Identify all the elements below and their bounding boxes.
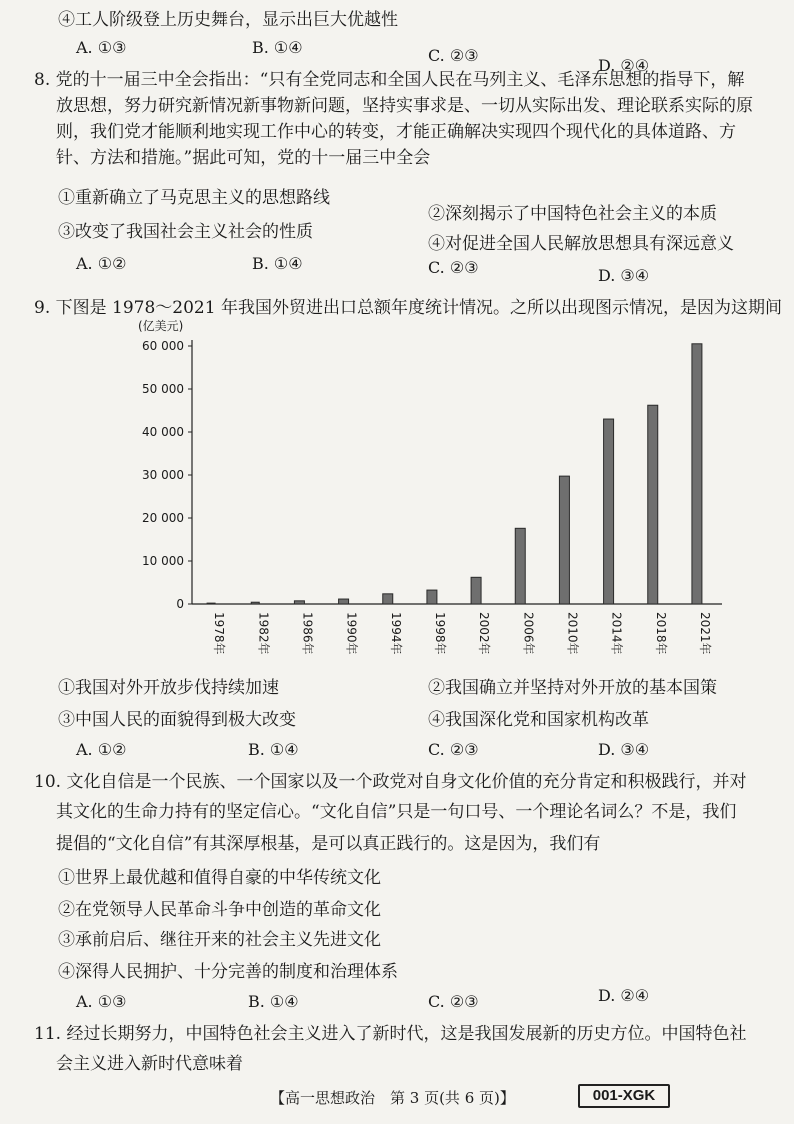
q11-stem-line-1: 11. 经过长期努力，中国特色社会主义进入了新时代，这是我国发展新的历史方位。中国特色社	[34, 1024, 747, 1044]
q7-option-d: D. ②④	[598, 56, 650, 75]
bar-2002年	[471, 577, 481, 604]
q10-option-d: D. ②④	[598, 986, 650, 1005]
y-tick-label: 40 000	[142, 425, 184, 439]
q10-stem-line-3: 提倡的“文化自信”有其深厚根基，是可以真正践行的。这是因为，我们有	[56, 834, 601, 854]
page-footer: 【高一思想政治 第 3 页(共 6 页)】	[270, 1089, 515, 1107]
x-tick-label: 2018年	[653, 612, 668, 655]
x-tick-label: 2010年	[565, 612, 580, 655]
x-tick-label: 2002年	[477, 612, 492, 655]
bar-1990年	[339, 599, 349, 604]
x-tick-label: 1990年	[344, 612, 359, 655]
q10-stem-line-1: 10. 文化自信是一个民族、一个国家以及一个政党对自身文化价值的充分肯定和积极践行，并对	[34, 772, 747, 792]
bar-2014年	[604, 419, 614, 604]
y-tick-label: 10 000	[142, 554, 184, 568]
bar-1986年	[294, 601, 304, 604]
q9-statement-4: ④我国深化党和国家机构改革	[428, 710, 649, 730]
x-tick-label: 1994年	[388, 612, 403, 655]
q10-option-a: A. ①③	[76, 992, 127, 1011]
q8-statement-4: ④对促进全国人民解放思想具有深远意义	[428, 234, 734, 254]
q10-stem-line-2: 其文化的生命力持有的坚定信心。“文化自信”只是一句口号、一个理论名词么？不是，我们	[56, 802, 737, 822]
q8-option-b: B. ①④	[252, 254, 303, 273]
bar-1982年	[251, 602, 259, 604]
q8-statement-3: ③改变了我国社会主义社会的性质	[58, 222, 313, 242]
q9-option-c: C. ②③	[428, 740, 479, 759]
y-axis-label: (亿美元)	[138, 319, 184, 333]
q7-option-a: A. ①③	[76, 38, 127, 57]
q10-option-b: B. ①④	[248, 992, 299, 1011]
q10-option-c: C. ②③	[428, 992, 479, 1011]
q7-option-c: C. ②③	[428, 46, 479, 65]
q8-statement-1: ①重新确立了马克思主义的思想路线	[58, 188, 330, 208]
q9-statement-2: ②我国确立并坚持对外开放的基本国策	[428, 678, 717, 698]
q8-stem-line-4: 针、方法和措施。”据此可知，党的十一届三中全会	[56, 148, 431, 168]
bar-2006年	[515, 528, 525, 604]
x-tick-label: 2014年	[609, 612, 624, 655]
q9-option-d: D. ③④	[598, 740, 650, 759]
bar-2010年	[559, 476, 569, 604]
q8-option-a: A. ①②	[76, 254, 127, 273]
x-tick-label: 1982年	[256, 612, 271, 655]
x-tick-label: 1986年	[300, 612, 315, 655]
exam-code-badge: 001-XGK	[578, 1084, 670, 1108]
x-tick-label: 2006年	[521, 612, 536, 655]
x-tick-label: 1978年	[212, 612, 227, 655]
q10-statement-4: ④深得人民拥护、十分完善的制度和治理体系	[58, 962, 398, 982]
x-tick-label: 2021年	[697, 612, 712, 655]
q8-statement-2: ②深刻揭示了中国特色社会主义的本质	[428, 204, 717, 224]
q7-option-b: B. ①④	[252, 38, 303, 57]
y-tick-label: 30 000	[142, 468, 184, 482]
bar-1994年	[383, 594, 393, 604]
q8-option-d: D. ③④	[598, 266, 650, 285]
bar-2018年	[648, 405, 658, 604]
q9-statement-3: ③中国人民的面貌得到极大改变	[58, 710, 296, 730]
q9-stem: 9. 下图是 1978～2021 年我国外贸进出口总额年度统计情况。之所以出现图示情况，是因为这期间	[34, 298, 782, 318]
y-tick-label: 0	[176, 597, 184, 611]
q9-statement-1: ①我国对外开放步伐持续加速	[58, 678, 279, 698]
q8-stem-line-2: 放思想，努力研究新情况新事物新问题，坚持实事求是、一切从实际出发、理论联系实际的原	[56, 96, 753, 116]
y-tick-label: 20 000	[142, 511, 184, 525]
q10-statement-1: ①世界上最优越和值得自豪的中华传统文化	[58, 868, 381, 888]
y-tick-label: 50 000	[142, 382, 184, 396]
q9-option-a: A. ①②	[76, 740, 127, 759]
q10-statement-3: ③承前启后、继往开来的社会主义先进文化	[58, 930, 381, 950]
bar-1998年	[427, 590, 437, 604]
q9-option-b: B. ①④	[248, 740, 299, 759]
trade-bar-chart	[130, 310, 750, 670]
bar-2021年	[692, 344, 702, 604]
bar-1978年	[207, 603, 215, 604]
q7-statement-4: ④工人阶级登上历史舞台，显示出巨大优越性	[58, 10, 398, 30]
q10-statement-2: ②在党领导人民革命斗争中创造的革命文化	[58, 900, 381, 920]
q11-stem-line-2: 会主义进入新时代意味着	[56, 1054, 243, 1074]
q8-stem-line-3: 则，我们党才能顺利地实现工作中心的转变，才能正确解决实现四个现代化的具体道路、方	[56, 122, 736, 142]
x-tick-label: 1998年	[432, 612, 447, 655]
q8-option-c: C. ②③	[428, 258, 479, 277]
y-tick-label: 60 000	[142, 339, 184, 353]
q8-stem-line-1: 8. 党的十一届三中全会指出：“只有全党同志和全国人民在马列主义、毛泽东思想的指导下，解	[34, 70, 745, 90]
